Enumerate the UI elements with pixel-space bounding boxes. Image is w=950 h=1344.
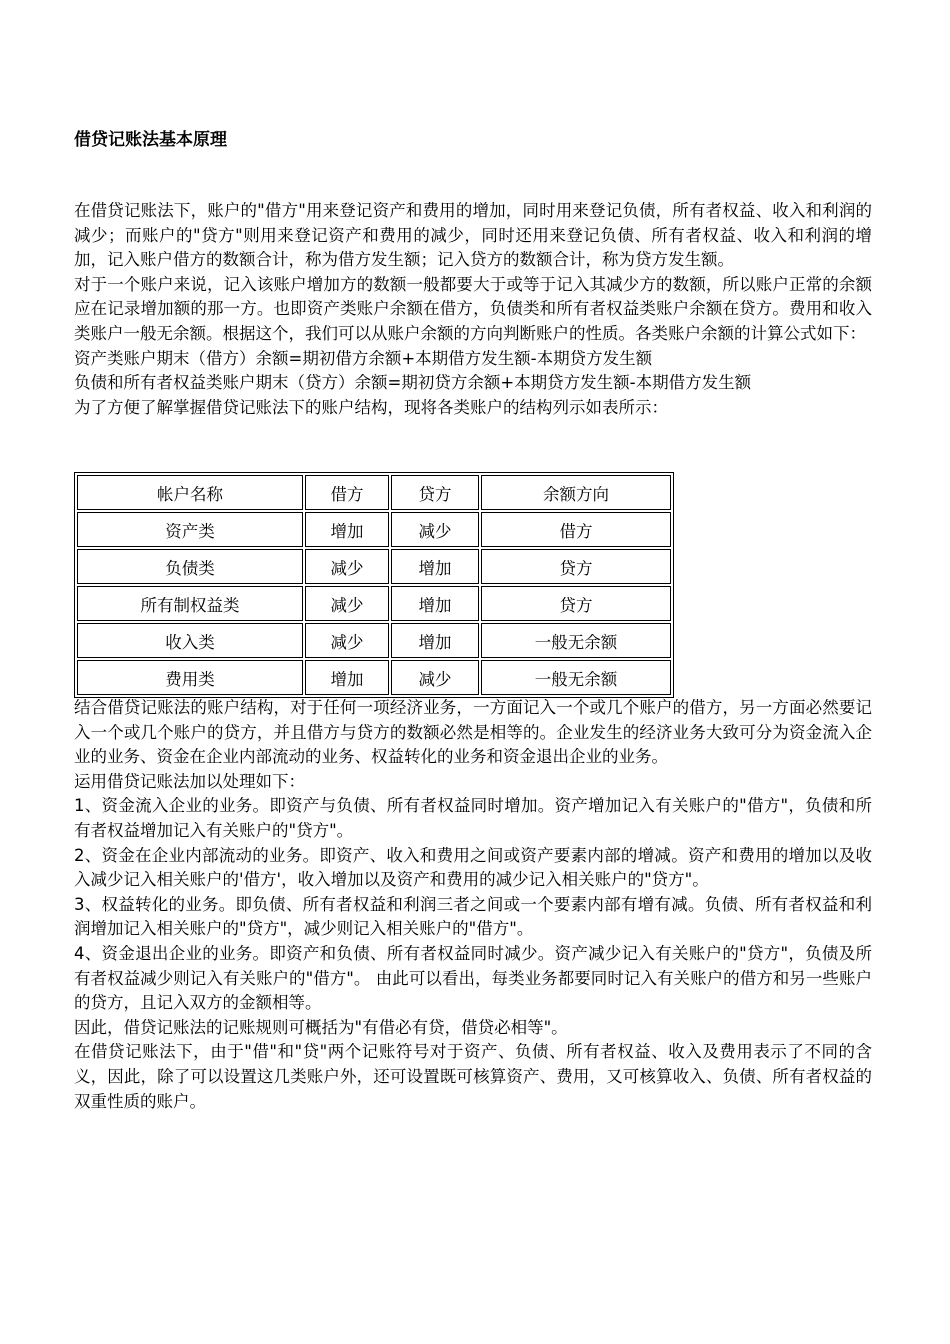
- table-row: [77, 512, 671, 547]
- closing-paragraph-dual-accounts: 在借贷记账法下，由于"借"和"贷"两个记账符号对于资产、负债、所有者权益、收入及费用表示了不同的含义，因此，除了可以设置这几类账户外，还可设置既可核算资产、费用，又可核算收入、负债、所有者权益的双重性质的账户。: [74, 1042, 872, 1111]
- table-cell: 资产类: [77, 512, 303, 547]
- intro-paragraph-debit-credit: 在借贷记账法下，账户的"借方"用来登记资产和费用的增加，同时用来登记负债，所有者权益、收入和利润的减少；而账户的"贷方"则用来登记资产和费用的减少，同时还用来登记负债、所有者权益、收入和利润的增加，记入账户借方的数额合计，称为借方发生额；记入贷方的数额合计，称为贷方发生额。: [74, 201, 872, 270]
- table-row: [77, 586, 671, 621]
- closing-paragraph-processing: 运用借贷记账法加以处理如下：: [74, 771, 305, 791]
- table-header-row: [77, 475, 671, 510]
- intro-section: [74, 199, 872, 420]
- table-header-cell: 帐户名称: [77, 475, 303, 510]
- intro-paragraph-balance: 对于一个账户来说，记入该账户增加方的数额一般都要大于或等于记入其减少方的数额，所以账户正常的余额应在记录增加额的那一方。也即资产类账户余额在借方，负债类和所有者权益类账户余额在贷方。费用和收入类账户一般无余额。根据这个，我们可以从账户余额的方向判断账户的性质。各类账户余额的计算公式如下：: [74, 274, 872, 343]
- table-header-cell: 借方: [305, 475, 389, 510]
- table-cell: 费用类: [77, 660, 303, 695]
- table-cell: 一般无余额: [481, 623, 671, 658]
- table-cell: 贷方: [481, 549, 671, 584]
- table-cell: 所有制权益类: [77, 586, 303, 621]
- table-cell: 减少: [305, 623, 389, 658]
- table-cell: 借方: [481, 512, 671, 547]
- table-cell: 收入类: [77, 623, 303, 658]
- table-cell: 增加: [305, 660, 389, 695]
- table-row: [77, 660, 671, 695]
- table-intro-text: 为了方便了解掌握借贷记账法下的账户结构，现将各类账户的结构列示如表所示：: [74, 397, 668, 417]
- document-title: 借贷记账法基本原理: [74, 130, 227, 150]
- rule-item-4: 4、资金退出企业的业务。即资产和负债、所有者权益同时减少。资产减少记入有关账户的"贷方"，负债及所有者权益减少则记入有关账户的"借方"。 由此可以看出，每类业务都要同时记入有关账户的借方和另一些账户的贷方，且记入双方的金额相等。: [74, 943, 872, 1013]
- formula-asset-balance: 资产类账户期末（借方）余额=期初借方余额+本期借方发生额-本期贷方发生额: [74, 348, 653, 368]
- table-header-cell: 余额方向: [481, 475, 671, 510]
- table-row: [77, 623, 671, 658]
- account-structure-table: [74, 472, 674, 698]
- table-header-cell: 贷方: [391, 475, 479, 510]
- table-cell: 减少: [391, 512, 479, 547]
- table-cell: 增加: [391, 549, 479, 584]
- table-cell: 减少: [391, 660, 479, 695]
- table-cell: 增加: [391, 586, 479, 621]
- rule-item-2: 2、资金在企业内部流动的业务。即资产、收入和费用之间或资产要素内部的增减。资产和费用的增加以及收入减少记入相关账户的'借方'，收入增加以及资产和费用的减少记入相关账户的"贷方"。: [74, 845, 872, 890]
- table-cell: 一般无余额: [481, 660, 671, 695]
- table-cell: 减少: [305, 586, 389, 621]
- closing-paragraph-structure: 结合借贷记账法的账户结构，对于任何一项经济业务，一方面记入一个或几个账户的借方，另一方面必然要记入一个或几个账户的贷方，并且借方与贷方的数额必然是相等的。企业发生的经济业务大致可分为资金流入企业的业务、资金在企业内部流动的业务、权益转化的业务和资金退出企业的业务。: [74, 698, 872, 767]
- formula-liability-balance: 负债和所有者权益类账户期末（贷方）余额=期初贷方余额+本期贷方发生额-本期借方发生额: [74, 373, 752, 393]
- rule-item-1: 1、资金流入企业的业务。即资产与负债、所有者权益同时增加。资产增加记入有关账户的"借方"，负债和所有者权益增加记入有关账户的"贷方"。: [74, 796, 872, 840]
- table-cell: 减少: [305, 549, 389, 584]
- table-cell: 增加: [391, 623, 479, 658]
- table-cell: 贷方: [481, 586, 671, 621]
- table-row: [77, 549, 671, 584]
- table-cell: 负债类: [77, 549, 303, 584]
- rule-item-3: 3、权益转化的业务。即负债、所有者权益和利润三者之间或一个要素内部有增有减。负债、所有者权益和利润增加记入相关账户的"贷方"，减少则记入相关账户的"借方"。: [74, 894, 872, 939]
- closing-paragraph-rule-summary: 因此，借贷记账法的记账规则可概括为"有借必有贷，借贷必相等"。: [74, 1017, 568, 1037]
- closing-section: [74, 696, 872, 1114]
- table-cell: 增加: [305, 512, 389, 547]
